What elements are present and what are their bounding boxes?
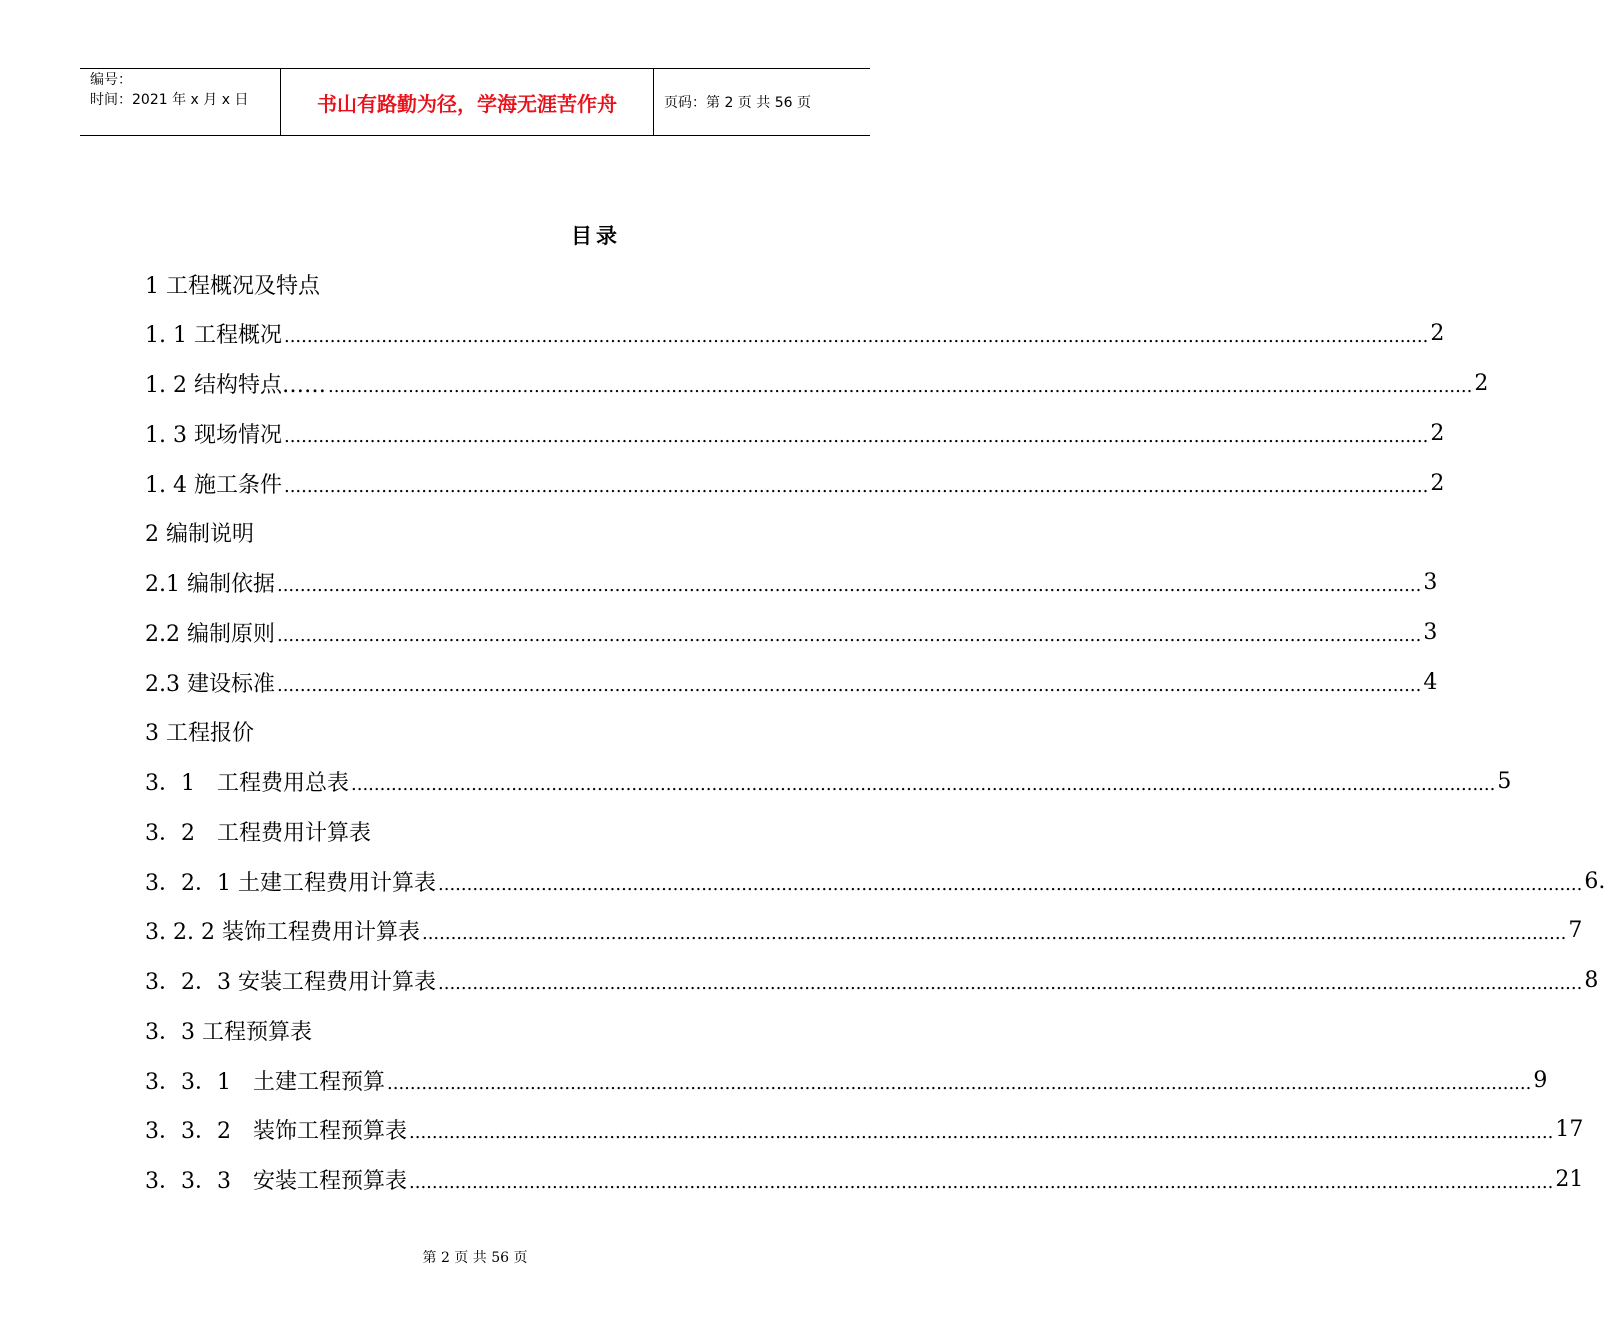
toc-entry[interactable]: [145, 1010, 312, 1050]
toc-entry-label: 3 工程报价: [145, 721, 254, 747]
toc-entry[interactable]: [145, 911, 1583, 951]
toc-entry-label: 1. 1 工程概况: [145, 323, 282, 349]
toc-leader-dots: ........................................................................................................................................................................................................: [438, 873, 1583, 895]
toc-entry-page: 3: [1423, 619, 1438, 645]
toc-entry-label: 3．2．1 土建工程费用计算表: [145, 870, 436, 896]
toc-entry[interactable]: [145, 662, 1438, 702]
toc-leader-dots: ........................................................................................................................................................................................................: [351, 774, 1496, 795]
toc-entry[interactable]: [145, 1060, 1548, 1100]
toc-entry-label: 2 编制说明: [145, 522, 254, 548]
toc-entry[interactable]: [145, 712, 254, 752]
toc-entry-label: 1. 3 现场情况: [145, 422, 282, 448]
toc-leader-dots: ........................................................................................................................................................................................................: [387, 1072, 1532, 1094]
motto-text: 书山有路勤为径，学海无涯苦作舟: [317, 91, 617, 116]
toc-entry[interactable]: [145, 1110, 1584, 1150]
toc-entry-label: 1 工程概况及特点: [145, 273, 320, 299]
number-label: 编号：: [90, 72, 132, 88]
toc-entry-page: 3: [1423, 570, 1438, 595]
toc-entry[interactable]: [145, 1160, 1584, 1200]
toc-entry-page: 4: [1423, 669, 1438, 695]
toc-entry-label: 3．3．1 土建工程预算: [145, 1069, 385, 1095]
toc-entry[interactable]: [145, 762, 1512, 802]
toc-entry-label: 1. 4 施工条件: [145, 472, 282, 498]
toc-entry[interactable]: [145, 513, 254, 553]
toc-entry-label: 3．3．2 装饰工程预算表: [145, 1119, 407, 1145]
toc-entry-label: 3．2 工程费用计算表: [145, 820, 371, 846]
toc-entry[interactable]: [145, 314, 1445, 354]
toc-entry-label: 3．3 工程预算表: [145, 1019, 312, 1045]
toc-entry-label: 3．2．3 安装工程费用计算表: [145, 970, 436, 995]
toc-entry-page: 8: [1584, 968, 1599, 993]
toc-entry-label: 2.3 建设标准: [145, 671, 275, 697]
toc-entry-page: 6.: [1584, 868, 1605, 894]
toc-entry-page: 2: [1430, 470, 1445, 496]
toc-leader-dots: ........................................................................................................................................................................................................: [409, 1122, 1554, 1144]
toc-leader-dots: ........................................................................................................................................................................................................: [276, 624, 1422, 646]
toc-entry-page: 7: [1568, 918, 1583, 944]
toc-entry[interactable]: [145, 961, 1599, 1001]
toc-entry-label: 1. 2 结构特点……: [145, 373, 326, 398]
toc-leader-dots: ........................................................................................................................................................................................................: [438, 973, 1583, 994]
toc-entry-page: 2: [1430, 420, 1445, 446]
toc-entry-label: 3．1 工程费用总表: [145, 771, 349, 796]
toc-title: 目录: [571, 224, 621, 248]
toc-leader-dots: ........................................................................................................................................................................................................: [327, 376, 1473, 397]
toc-entry-page: 9: [1533, 1067, 1548, 1093]
toc-leader-dots: ........................................................................................................................................................................................................: [283, 425, 1429, 447]
toc-leader-dots: ........................................................................................................................................................................................................: [283, 326, 1429, 348]
time-label: 时间：2021 年 x 月 x 日: [90, 92, 249, 108]
toc-leader-dots: ........................................................................................................................................................................................................: [421, 923, 1567, 945]
toc-leader-dots: ........................................................................................................................................................................................................: [276, 575, 1422, 596]
toc-entry-label: 2.2 编制原则: [145, 621, 275, 647]
toc-entry[interactable]: [145, 413, 1445, 453]
header-page-cell: [654, 69, 870, 135]
toc-entry-label: 3．3．3 安装工程预算表: [145, 1169, 407, 1194]
header-meta-cell: [80, 69, 281, 135]
header-motto-cell: [281, 69, 654, 135]
toc-leader-dots: ........................................................................................................................................................................................................: [283, 475, 1429, 497]
toc-entry-page: 2: [1474, 371, 1489, 396]
page-header: [80, 68, 870, 136]
toc-entry[interactable]: [145, 612, 1438, 652]
page-footer: 第 2 页 共 56 页: [422, 1250, 528, 1266]
toc-entry[interactable]: [145, 264, 320, 304]
toc-entry[interactable]: [145, 463, 1445, 503]
toc-leader-dots: ........................................................................................................................................................................................................: [409, 1172, 1554, 1193]
toc-leader-dots: ........................................................................................................................................................................................................: [276, 674, 1422, 696]
toc-entry-page: 2: [1430, 321, 1445, 347]
page-label: 页码：第 2 页 共 56 页: [664, 95, 811, 111]
toc-entry-label: 3. 2. 2 装饰工程费用计算表: [145, 920, 420, 946]
toc-entry-label: 2.1 编制依据: [145, 572, 275, 597]
toc-entry-page: 21: [1555, 1167, 1584, 1192]
toc-entry[interactable]: [145, 861, 1605, 901]
toc-entry[interactable]: [145, 364, 1489, 404]
toc-entry-page: 5: [1497, 769, 1512, 794]
toc-entry[interactable]: [145, 563, 1438, 603]
toc-entry-page: 17: [1555, 1117, 1584, 1143]
toc-entry[interactable]: [145, 811, 371, 851]
